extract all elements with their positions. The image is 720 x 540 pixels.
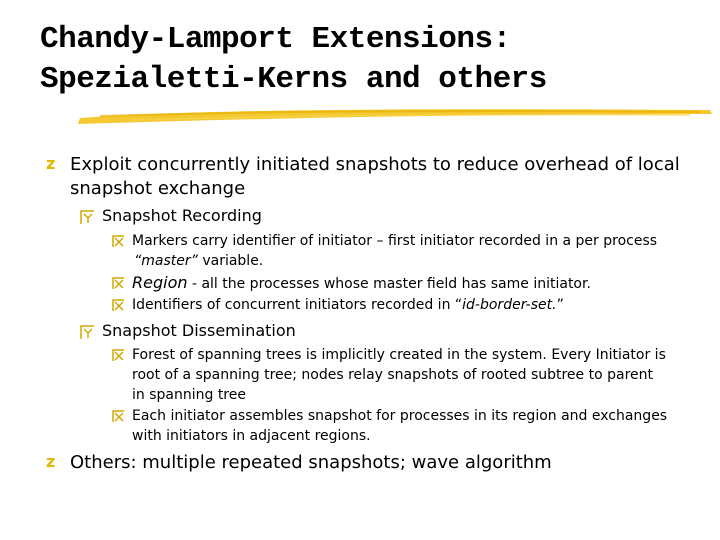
dissemination-item-1-line-2: root of a spanning tree; nodes relay snapshots of rooted subtree to parent xyxy=(132,367,654,383)
x-checkbox-icon xyxy=(112,299,124,311)
dissemination-item-2-line-2: with initiators in adjacent regions. xyxy=(132,428,371,444)
x-checkbox-icon xyxy=(112,235,124,247)
slide-title xyxy=(40,20,700,100)
bullet-main-1-line-2: snapshot exchange xyxy=(70,178,246,199)
snapshot-recording-heading: Snapshot Recording xyxy=(102,206,262,225)
recording-item-1-line-1: Markers carry identifier of initiator – first initiator recorded in a per process xyxy=(132,233,658,249)
dissemination-item-2-line-1: Each initiator assembles snapshot for processes in its region and exchanges xyxy=(132,408,668,424)
y-checkbox-icon xyxy=(80,210,94,224)
y-checkbox-icon xyxy=(80,325,94,339)
z-bullet-icon: z xyxy=(46,154,56,173)
x-checkbox-icon xyxy=(112,349,124,361)
id-border-set-term: id-border-set. xyxy=(462,297,557,313)
title-line-2: Spezialetti-Kerns and others xyxy=(40,62,547,97)
dissemination-item-1-line-1: Forest of spanning trees is implicitly created in the system. Every Initiator is xyxy=(132,347,666,363)
slide: Chandy-Lamport Extensions: Spezialetti-Kerns and others z Exploit concurrently initiated snapshots to reduce overhead of local snapshot exchange Snapshot Recording Markers carry identifier of initiator – first initiator recorded in a per process “master” variable. Region - all the processes whose master field has same initiator. Identifiers of concurrent initiators recorded in “id-border-set.” Snapshot Dissemination Forest of spanning trees is implicitly created in the system. Every Initiator is root of a spanning tree; nodes relay snapshots of rooted subtree to parent in spanning tree Each initiator assembles snapshot for processes in its region and exchanges with initiators in adjacent regions. z Others: multiple repeated snapshots; wave algorithm xyxy=(0,0,720,540)
master-variable-name: “master” xyxy=(134,253,198,269)
title-underline-brush xyxy=(70,104,720,126)
dissemination-item-1-line-3: in spanning tree xyxy=(132,387,246,403)
bullet-main-1-line-1: Exploit concurrently initiated snapshots to reduce overhead of local xyxy=(70,154,680,175)
snapshot-dissemination-heading: Snapshot Dissemination xyxy=(102,321,296,340)
z-bullet-icon: z xyxy=(46,452,56,471)
bullet-main-2-text: Others: multiple repeated snapshots; wave algorithm xyxy=(70,452,552,473)
region-term: Region xyxy=(132,273,188,292)
x-checkbox-icon xyxy=(112,410,124,422)
title-line-1: Chandy-Lamport Extensions: xyxy=(40,22,511,57)
x-checkbox-icon xyxy=(112,277,124,289)
